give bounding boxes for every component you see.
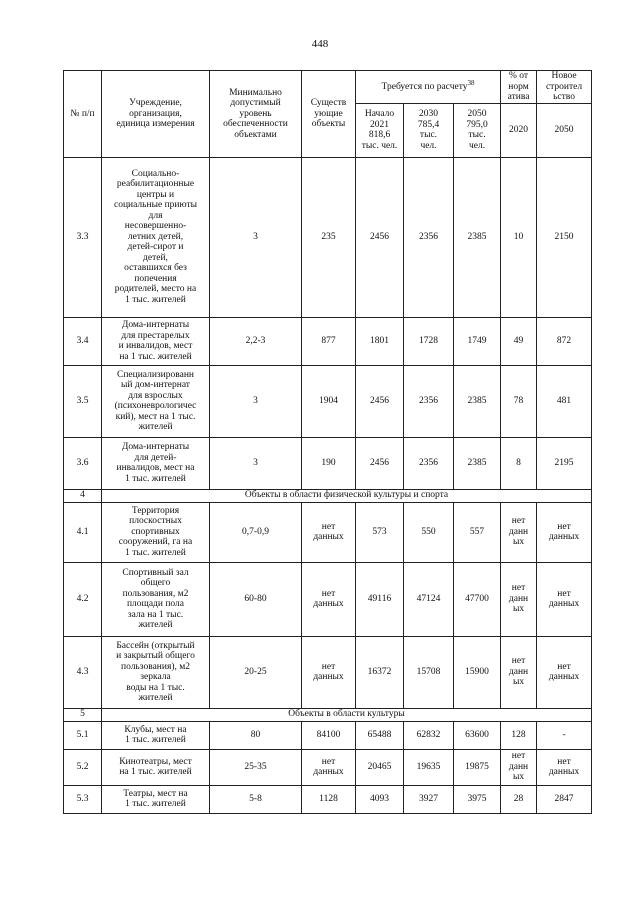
norms-table: [63, 70, 592, 814]
row-new: 481: [537, 365, 592, 437]
row-2050: 2385: [454, 437, 501, 489]
row-num: 3.5: [64, 365, 102, 437]
row-min: 80: [210, 721, 302, 749]
row-2050: 63600: [454, 721, 501, 749]
table-row: [64, 562, 592, 636]
section-num: 5: [64, 708, 102, 721]
row-new: 2847: [537, 785, 592, 813]
row-name: Специализированн ый дом-интернат для взрослых (психоневрологичес кий), мест на 1 тыс. жителей: [102, 365, 210, 437]
footnote-ref: 38: [467, 78, 475, 87]
row-2050: 557: [454, 502, 501, 562]
header-new-construction: Новое строител ьство: [537, 71, 592, 104]
row-name: Кинотеатры, мест на 1 тыс. жителей: [102, 749, 210, 785]
table-row: [64, 749, 592, 785]
row-start: 16372: [356, 636, 404, 708]
row-start: 573: [356, 502, 404, 562]
row-start: 4093: [356, 785, 404, 813]
row-name: Театры, мест на 1 тыс. жителей: [102, 785, 210, 813]
row-2050: 3975: [454, 785, 501, 813]
row-start: 1801: [356, 317, 404, 365]
row-percent: 8: [501, 437, 537, 489]
header-existing: Существ ующие объекты: [302, 71, 356, 158]
row-2030: 3927: [404, 785, 454, 813]
row-percent: нет данн ых: [501, 562, 537, 636]
row-start: 65488: [356, 721, 404, 749]
table-row: [64, 785, 592, 813]
row-2030: 15708: [404, 636, 454, 708]
row-name: Бассейн (открытый и закрытый общего пользования), м2 зеркала воды на 1 тыс. жителей: [102, 636, 210, 708]
row-num: 5.1: [64, 721, 102, 749]
row-existing: 1128: [302, 785, 356, 813]
row-2030: 19635: [404, 749, 454, 785]
row-name: Социально- реабилитационные центры и социальные приюты для несовершенно- летних детей, детей-сирот и детей, оставшихся без попечения родителей, место на 1 тыс. жителей: [102, 157, 210, 317]
row-new: нет данных: [537, 502, 592, 562]
row-new: нет данных: [537, 749, 592, 785]
row-min: 3: [210, 437, 302, 489]
row-start: 2456: [356, 365, 404, 437]
header-year-percent: 2020: [501, 103, 537, 157]
row-name: Дома-интернаты для детей- инвалидов, мест на 1 тыс. жителей: [102, 437, 210, 489]
row-new: нет данных: [537, 562, 592, 636]
row-percent: 10: [501, 157, 537, 317]
row-min: 3: [210, 365, 302, 437]
row-start: 2456: [356, 157, 404, 317]
table-row: [64, 365, 592, 437]
row-new: нет данных: [537, 636, 592, 708]
header-start-2021: Начало 2021 818,6 тыс. чел.: [356, 103, 404, 157]
row-2050: 15900: [454, 636, 501, 708]
row-percent: 128: [501, 721, 537, 749]
row-start: 20465: [356, 749, 404, 785]
row-new: 2195: [537, 437, 592, 489]
row-num: 3.4: [64, 317, 102, 365]
row-2030: 2356: [404, 365, 454, 437]
row-existing: 235: [302, 157, 356, 317]
row-existing: нет данных: [302, 749, 356, 785]
table-header-row: [64, 71, 592, 104]
row-min: 2,2-3: [210, 317, 302, 365]
section-row: [64, 708, 592, 721]
row-num: 4.2: [64, 562, 102, 636]
table-row: [64, 317, 592, 365]
row-existing: нет данных: [302, 502, 356, 562]
row-min: 20-25: [210, 636, 302, 708]
row-name: Дома-интернаты для престарелых и инвалидов, мест на 1 тыс. жителей: [102, 317, 210, 365]
row-2030: 2356: [404, 157, 454, 317]
row-num: 4.3: [64, 636, 102, 708]
header-institution: Учреждение, организация, единица измерения: [102, 71, 210, 158]
row-name: Спортивный зал общего пользования, м2 площади пола зала на 1 тыс. жителей: [102, 562, 210, 636]
row-num: 3.6: [64, 437, 102, 489]
row-2030: 47124: [404, 562, 454, 636]
row-name: Клубы, мест на 1 тыс. жителей: [102, 721, 210, 749]
section-num: 4: [64, 489, 102, 502]
row-existing: 84100: [302, 721, 356, 749]
row-existing: нет данных: [302, 636, 356, 708]
row-2050: 1749: [454, 317, 501, 365]
row-min: 25-35: [210, 749, 302, 785]
row-existing: 190: [302, 437, 356, 489]
row-2050: 19875: [454, 749, 501, 785]
row-percent: 28: [501, 785, 537, 813]
table-row: [64, 157, 592, 317]
section-title: Объекты в области культуры: [102, 708, 592, 721]
row-new: -: [537, 721, 592, 749]
table-row: [64, 636, 592, 708]
row-percent: 49: [501, 317, 537, 365]
header-num: № п/п: [64, 71, 102, 158]
row-min: 5-8: [210, 785, 302, 813]
row-name: Территория плоскостных спортивных сооружений, га на 1 тыс. жителей: [102, 502, 210, 562]
row-existing: 877: [302, 317, 356, 365]
row-2050: 47700: [454, 562, 501, 636]
header-required-label: Требуется по расчету: [381, 81, 468, 92]
row-num: 5.3: [64, 785, 102, 813]
row-2030: 1728: [404, 317, 454, 365]
row-num: 3.3: [64, 157, 102, 317]
table-row: [64, 502, 592, 562]
row-2030: 550: [404, 502, 454, 562]
header-year-new: 2050: [537, 103, 592, 157]
header-min-level: Минимально допустимый уровень обеспеченности объектами: [210, 71, 302, 158]
row-num: 5.2: [64, 749, 102, 785]
table-row: [64, 721, 592, 749]
row-percent: 78: [501, 365, 537, 437]
row-new: 2150: [537, 157, 592, 317]
row-min: 60-80: [210, 562, 302, 636]
row-2050: 2385: [454, 365, 501, 437]
page-number: 448: [311, 38, 329, 50]
section-title: Объекты в области физической культуры и спорта: [102, 489, 592, 502]
row-2030: 62832: [404, 721, 454, 749]
row-num: 4.1: [64, 502, 102, 562]
header-required: [356, 71, 501, 104]
table-row: [64, 437, 592, 489]
row-min: 3: [210, 157, 302, 317]
row-2050: 2385: [454, 157, 501, 317]
row-percent: нет данн ых: [501, 749, 537, 785]
row-percent: нет данн ых: [501, 636, 537, 708]
row-existing: 1904: [302, 365, 356, 437]
row-percent: нет данн ых: [501, 502, 537, 562]
row-2030: 2356: [404, 437, 454, 489]
row-start: 2456: [356, 437, 404, 489]
row-existing: нет данных: [302, 562, 356, 636]
row-start: 49116: [356, 562, 404, 636]
row-new: 872: [537, 317, 592, 365]
section-row: [64, 489, 592, 502]
header-percent: % от норм атива: [501, 71, 537, 104]
header-2030: 2030 785,4 тыс. чел.: [404, 103, 454, 157]
row-min: 0,7-0,9: [210, 502, 302, 562]
header-2050: 2050 795,0 тыс. чел.: [454, 103, 501, 157]
